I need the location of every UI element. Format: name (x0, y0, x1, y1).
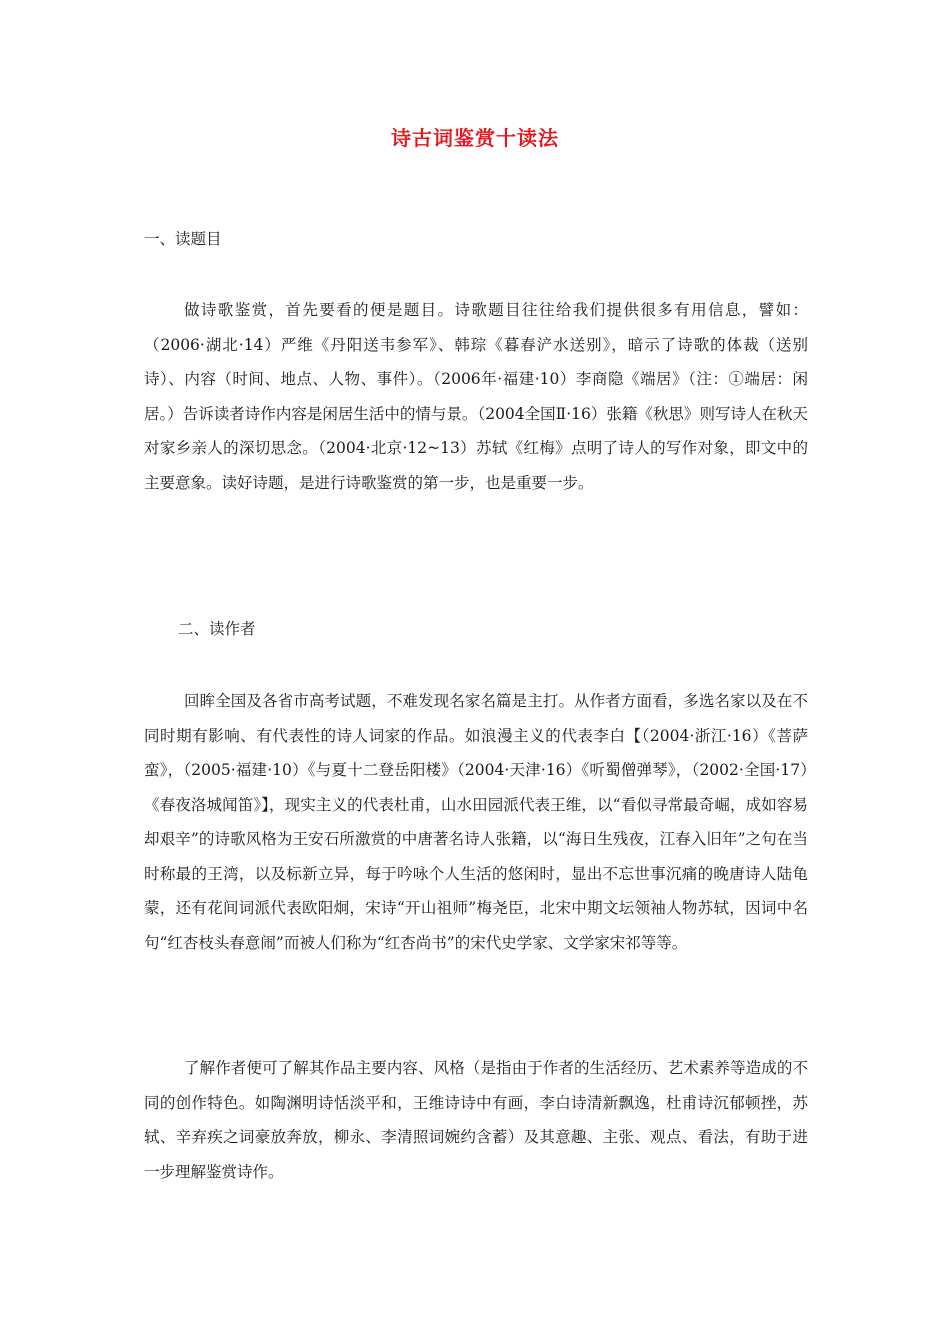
section-heading-1: 一、读题目 (144, 230, 222, 248)
section-1-paragraph-1: 做诗歌鉴赏，首先要看的便是题目。诗歌题目往往给我们提供很多有用信息，譬如：（2006·湖北·14）严维《丹阳送韦参军》、韩琮《暮春浐水送别》，暗示了诗歌的体裁（送别诗）、内容（时间、地点、人物、事件）。（2006年·福建·10）李商隐《端居》（注：①端居：闲居。）告诉读者诗作内容是闲居生活中的情与景。（2004全国Ⅱ·16）张籍《秋思》则写诗人在秋天对家乡亲人的深切思念。（2004·北京·12~13）苏轼《红梅》点明了诗人的写作对象，即文中的主要意象。读好诗题，是进行诗歌鉴赏的第一步，也是重要一步。 (144, 301, 808, 492)
section-2-paragraph-2: 了解作者便可了解其作品主要内容、风格（是指由于作者的生活经历、艺术素养等造成的不同的创作特色。如陶渊明诗恬淡平和，王维诗诗中有画，李白诗清新飘逸，杜甫诗沉郁顿挫，苏轼、辛弃疾之词豪放奔放，柳永、李清照词婉约含蓄）及其意趣、主张、观点、看法，有助于进一步理解鉴赏诗作。 (144, 1059, 808, 1181)
section-heading-2: 二、读作者 (178, 620, 256, 638)
document-title: 诗古词鉴赏十读法 (391, 126, 559, 150)
section-2-paragraph-1: 回眸全国及各省市高考试题，不难发现名家名篇是主打。从作者方面看，多选名家以及在不同时期有影响、有代表性的诗人词家的作品。如浪漫主义的代表李白【（2004·浙江·16）《菩萨蛮》，（2005·福建·10）《与夏十二登岳阳楼》（2004·天津·16）《听蜀僧弹琴》，（2002·全国·17）《春夜洛城闻笛》】，现实主义的代表杜甫，山水田园派代表王维，以“看似寻常最奇崛，成如容易却艰辛”的诗歌风格为王安石所激赏的中唐著名诗人张籍，以“海日生残夜，江春入旧年”之句在当时称最的王湾，以及标新立异，每于吟咏个人生活的悠闲时，显出不忘世事沉痛的晚唐诗人陆龟蒙，还有花间词派代表欧阳炯，宋诗“开山祖师”梅尧臣，北宋中期文坛领袖人物苏轼，因词中名句“红杏枝头春意闹”而被人们称为“红杏尚书”的宋代史学家、文学家宋祁等等。 (144, 692, 808, 952)
